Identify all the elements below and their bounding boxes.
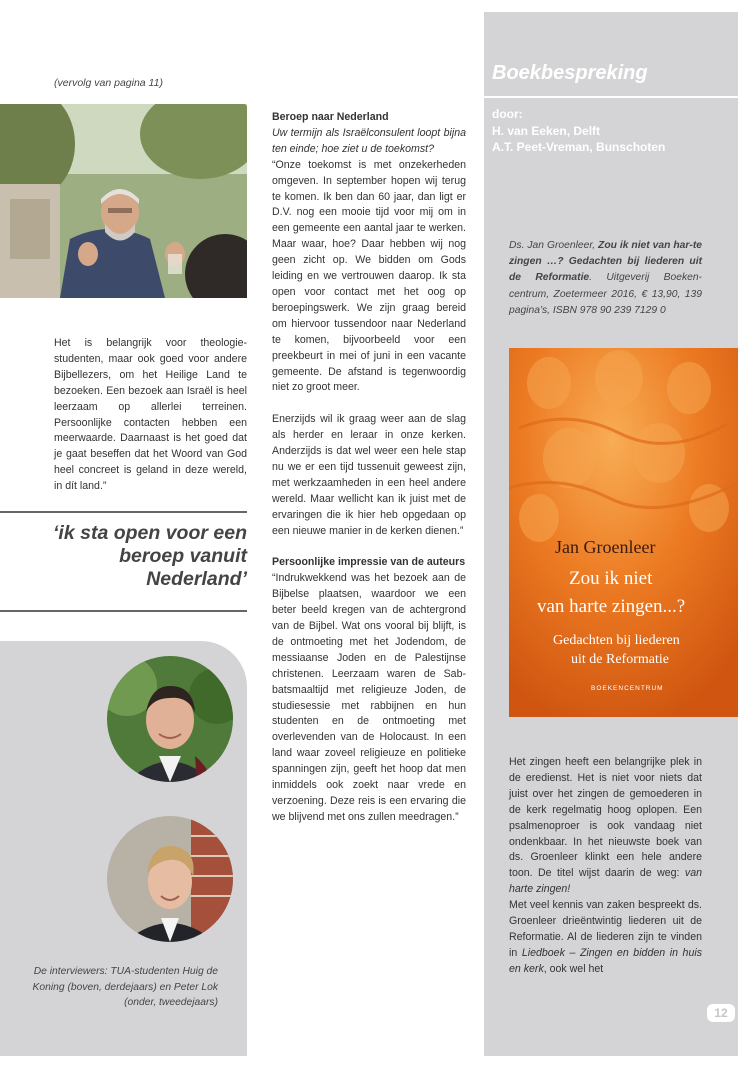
ref-details: . Uitgeverij Boeken-centrum, Zoetermeer 2016, € 13,90, 139 pagina’s, ISBN 978 90 239 7129 0 <box>509 272 702 316</box>
spacer <box>272 396 466 412</box>
cover-subtitle-2: uit de Reformatie <box>571 652 669 667</box>
quote-rule-top <box>0 511 247 513</box>
review-paragraph-2: Met veel kennis van zaken bespreekt ds. Groenleer drieëntwintig liederen uit de Reformatie. Al de liederen zijn te vinden in Liedboek – Zingen en bidden in huis en kerk, ook wel het <box>509 899 702 975</box>
heading-impressie: Persoonlijke impressie van de auteurs <box>272 556 466 569</box>
heading-beroep: Beroep naar Nederland <box>272 111 389 123</box>
question-toekomst: Uw termijn als Israëlconsulent loopt bijna ten einde; hoe ziet u de toekomst? <box>272 126 466 155</box>
title-underline <box>484 96 738 98</box>
speaker-photo <box>0 104 247 298</box>
book-reference <box>509 238 702 319</box>
answer-toekomst: “Onze toekomst is met onzekerheden omgeven. In september hopen wij terug te komen. Ik ben dan 60 jaar, dan ligt er D.V. nog een mooie tijd voor mij om in een gemeente een aantal jaar te werken. Maar waar, hoe? Daar hebben wij nog geen zicht op. We bidden om Gods leiding en we vertrouwen daarop. Ik sta open voor contact met het oog op beroepingswerk. We zijn graag bereid om hiervoor tussendoor naar Nederland te komen, bijvoorbeeld voor een preekbeurt in mei of juni in een vacante gemeente. De afstand is tegenwoordig niet zo groot meer. <box>272 158 466 394</box>
review-paragraph-1: Het zingen heeft een belangrijke plek in de eredienst. Het is niet voor niets dat juist over het zingen de gemoederen in de kerk regelmatig hoog oplopen. Een psalmenoproer is ook vandaag niet ondenkbaar. In het nieuwste boek van ds. Groenleer klinkt een hele andere toon. De titel wijst daarin de weg: van harte zingen! <box>509 756 702 896</box>
speaker-photo-illustration <box>0 104 247 298</box>
paragraph-enerzijds: Enerzijds wil ik graag weer aan de slag als herder en leraar in onze kerken. Anderzijds is dat wel weer een hele stap nu we er een tijd tussenuit geweest zijn, met werkzaamheden in een heel andere wereld. Maar wellicht kan ik juist met de ervaringen die ik hier heb opgedaan op een nieuwe manier in de kerken dienen.” <box>272 413 466 537</box>
pull-quote: ‘ik sta open voor een beroep vanuit Nederland’ <box>53 522 247 590</box>
portrait-1-illustration <box>107 656 233 782</box>
portrait-2-illustration <box>107 816 233 942</box>
book-cover <box>509 348 738 717</box>
interview-middle-column <box>272 110 466 826</box>
cover-author: Jan Groenleer <box>555 537 656 557</box>
spacer <box>272 539 466 555</box>
cover-subtitle-1: Gedachten bij liederen <box>553 633 680 648</box>
cover-title-1: Zou ik niet <box>569 568 653 589</box>
author-1: H. van Eeken, Delft <box>492 123 601 138</box>
portrait-peter-lok <box>107 816 233 942</box>
interviewers-caption: De interviewers: TUA-studenten Huig de Koning (boven, derdejaars) en Peter Lok (onder, tweedejaars) <box>32 966 218 1008</box>
by-label: door: <box>492 107 523 121</box>
ref-title: Zou ik niet van har-te zingen …? Gedachten bij liederen uit de Reformatie <box>509 240 702 284</box>
section-title: Boekbespreking <box>492 62 648 84</box>
review-authors <box>492 106 665 156</box>
author-2: A.T. Peet-Vreman, Bunschoten <box>492 140 666 154</box>
portrait-huig-de-koning <box>107 656 233 782</box>
ref-author: Ds. Jan Groenleer, <box>509 240 596 251</box>
book-cover-art <box>509 348 738 717</box>
cover-title-2: van harte zingen...? <box>537 596 686 617</box>
paragraph-impressie: “Indrukwekkend was het bezoek aan de Bijbelse plaatsen, waardoor we een beter beeld kregen van de achtergrond van de Bijbel. Wat ons vooral bij blijft, is de ontmoeting met het Jodendom, de messiaanse Joden en de Palestijnse christenen. Leerzaam waren de Sab-batsmaaltijd met religieuze Joden, de studiesessie met rabbijnen en hun studenten en de ontmoeting met overlevenden van de Holocaust. In een land waar zoveel religieuze en politieke spanningen zijn, geeft het hoop dat men inmiddels ook zoekt naar vrede en verzoening. Deze reis is een ervaring die we blijvend met ons zullen meedragen.” <box>272 572 466 823</box>
review-text <box>509 755 702 978</box>
left-column-paragraph: Het is belangrijk voor theologie-studenten, maar ook goed voor andere Bijbellezers, om het Heilige Land te bezoeken. Een bezoek aan Israël is heel leerzaam op allerlei terreinen. Persoonlijke contacten hebben een meerwaarde. Daarnaast is het goed dat je gaat beseffen dat het Woord van God heel concreet is geland in deze wereld, in dít land.” <box>54 337 247 493</box>
cover-publisher: BOEKENCENTRUM <box>591 685 664 692</box>
page-number: 12 <box>707 1004 735 1022</box>
continuation-note: (vervolg van pagina 11) <box>54 77 163 89</box>
quote-rule-bottom <box>0 610 247 612</box>
